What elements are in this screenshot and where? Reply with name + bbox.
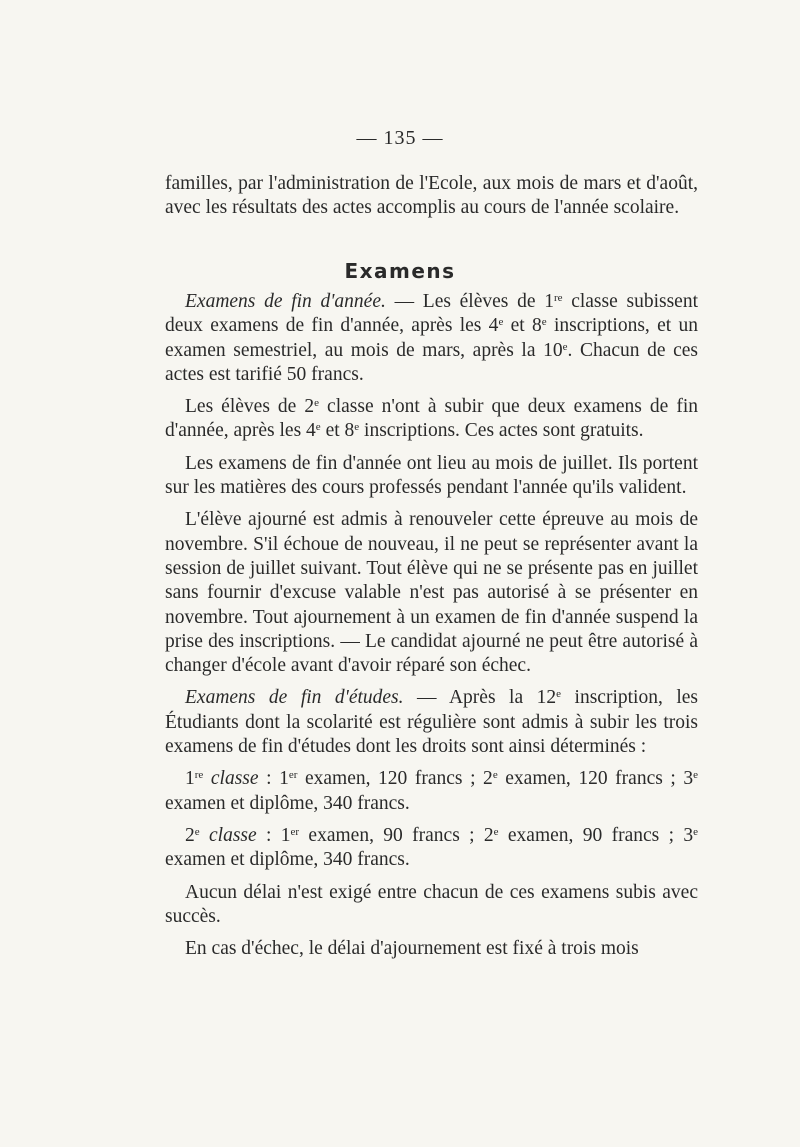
superscript: e	[541, 316, 547, 329]
superscript: e	[562, 340, 568, 353]
text-run: examen et diplôme, 340 francs.	[165, 849, 410, 871]
text-run: — Après la 12	[403, 687, 557, 709]
paragraph-failure-delay: En cas d'échec, le délai d'ajournement est fixé à trois mois	[185, 938, 639, 960]
text-run: inscriptions, et un examen semestriel, au mois de mars, après la 10	[165, 315, 698, 361]
section-heading: Examens	[344, 259, 456, 283]
paragraph-second-class-fees	[165, 824, 698, 873]
paragraph-label: Examens de fin d'année.	[185, 291, 386, 312]
paragraph-second-class	[165, 395, 698, 444]
text-run: examen, 120 francs ; 3	[497, 768, 694, 790]
text-run: classe n'ont à subir que deux examens de fin d'année, après les 4	[165, 396, 698, 442]
text-run: Les élèves de 2	[185, 396, 315, 418]
superscript: er	[290, 825, 300, 838]
text-run: examen, 120 francs ; 2	[297, 768, 493, 790]
text-run: : 1	[258, 768, 289, 790]
superscript: e	[498, 316, 504, 329]
text-run: 2	[185, 824, 195, 846]
text-run: : 1	[256, 824, 291, 846]
superscript: e	[315, 421, 321, 434]
text-run: . Chacun de ces actes est tarifié 50 francs.	[165, 339, 699, 385]
superscript: e	[493, 825, 499, 838]
page-number: — 135 —	[356, 127, 444, 149]
text-run: — Les élèves de 1	[385, 291, 554, 312]
class-label: classe	[199, 824, 257, 846]
text-run: et 8	[320, 420, 355, 442]
paragraph-exam-end-of-year	[165, 290, 698, 387]
paragraph-first-class-fees	[165, 767, 698, 816]
paragraph-exam-end-of-studies	[165, 686, 698, 759]
superscript: e	[556, 688, 562, 701]
class-label: classe	[203, 768, 259, 790]
paragraph-label: Examens de fin d'études.	[185, 687, 404, 709]
superscript: re	[194, 769, 204, 782]
intro-text	[165, 172, 698, 221]
text-run: examen et diplôme, 340 francs.	[165, 792, 410, 814]
paragraph-failed-student: L'élève ajourné est admis à renouveler cette épreuve au mois de novembre. S'il échoue de nouveau, il ne peut se représenter avant la session de juillet suivant. Tout élève qui ne se présente pas en juillet sans fournir d'excuse valable n'est pas autorisé à se présenter en novembre. Tout ajournement à un examen de fin d'année suspend la prise des inscriptions. — Le candidat ajourné ne peut être autorisé à changer d'école avant d'avoir réparé son échec.	[165, 509, 698, 677]
text-run: examen, 90 francs ; 2	[299, 824, 494, 846]
text-run: inscriptions. Ces actes sont gratuits.	[359, 420, 644, 442]
text-run: examen, 90 francs ; 3	[498, 824, 694, 846]
paragraph-no-delay: Aucun délai n'est exigé entre chacun de ces examens subis avec succès.	[165, 881, 698, 927]
superscript: e	[693, 825, 699, 838]
superscript: er	[288, 769, 298, 782]
paragraph-july-exams: Les examens de fin d'année ont lieu au mois de juillet. Ils portent sur les matières des cours professés pendant l'année qu'ils valident.	[165, 452, 698, 499]
superscript: e	[492, 769, 498, 782]
intro-paragraph: familles, par l'administration de l'Ecole, aux mois de mars et d'août, avec les résultats des actes accomplis au cours de l'année scolaire.	[165, 173, 698, 219]
superscript: e	[194, 825, 200, 838]
text-run: et 8	[503, 315, 542, 337]
text-run: inscription, les Étudiants dont la scolarité est régulière sont admis à subir les trois examens de fin d'études dont les droits sont ainsi déterminés :	[165, 687, 698, 758]
superscript: e	[314, 397, 320, 410]
superscript: e	[693, 769, 699, 782]
text-run: classe subissent deux examens de fin d'année, après les 4	[165, 291, 698, 337]
body-text	[165, 290, 698, 961]
superscript: e	[354, 421, 360, 434]
text-run: 1	[185, 768, 195, 790]
superscript: re	[553, 292, 563, 304]
